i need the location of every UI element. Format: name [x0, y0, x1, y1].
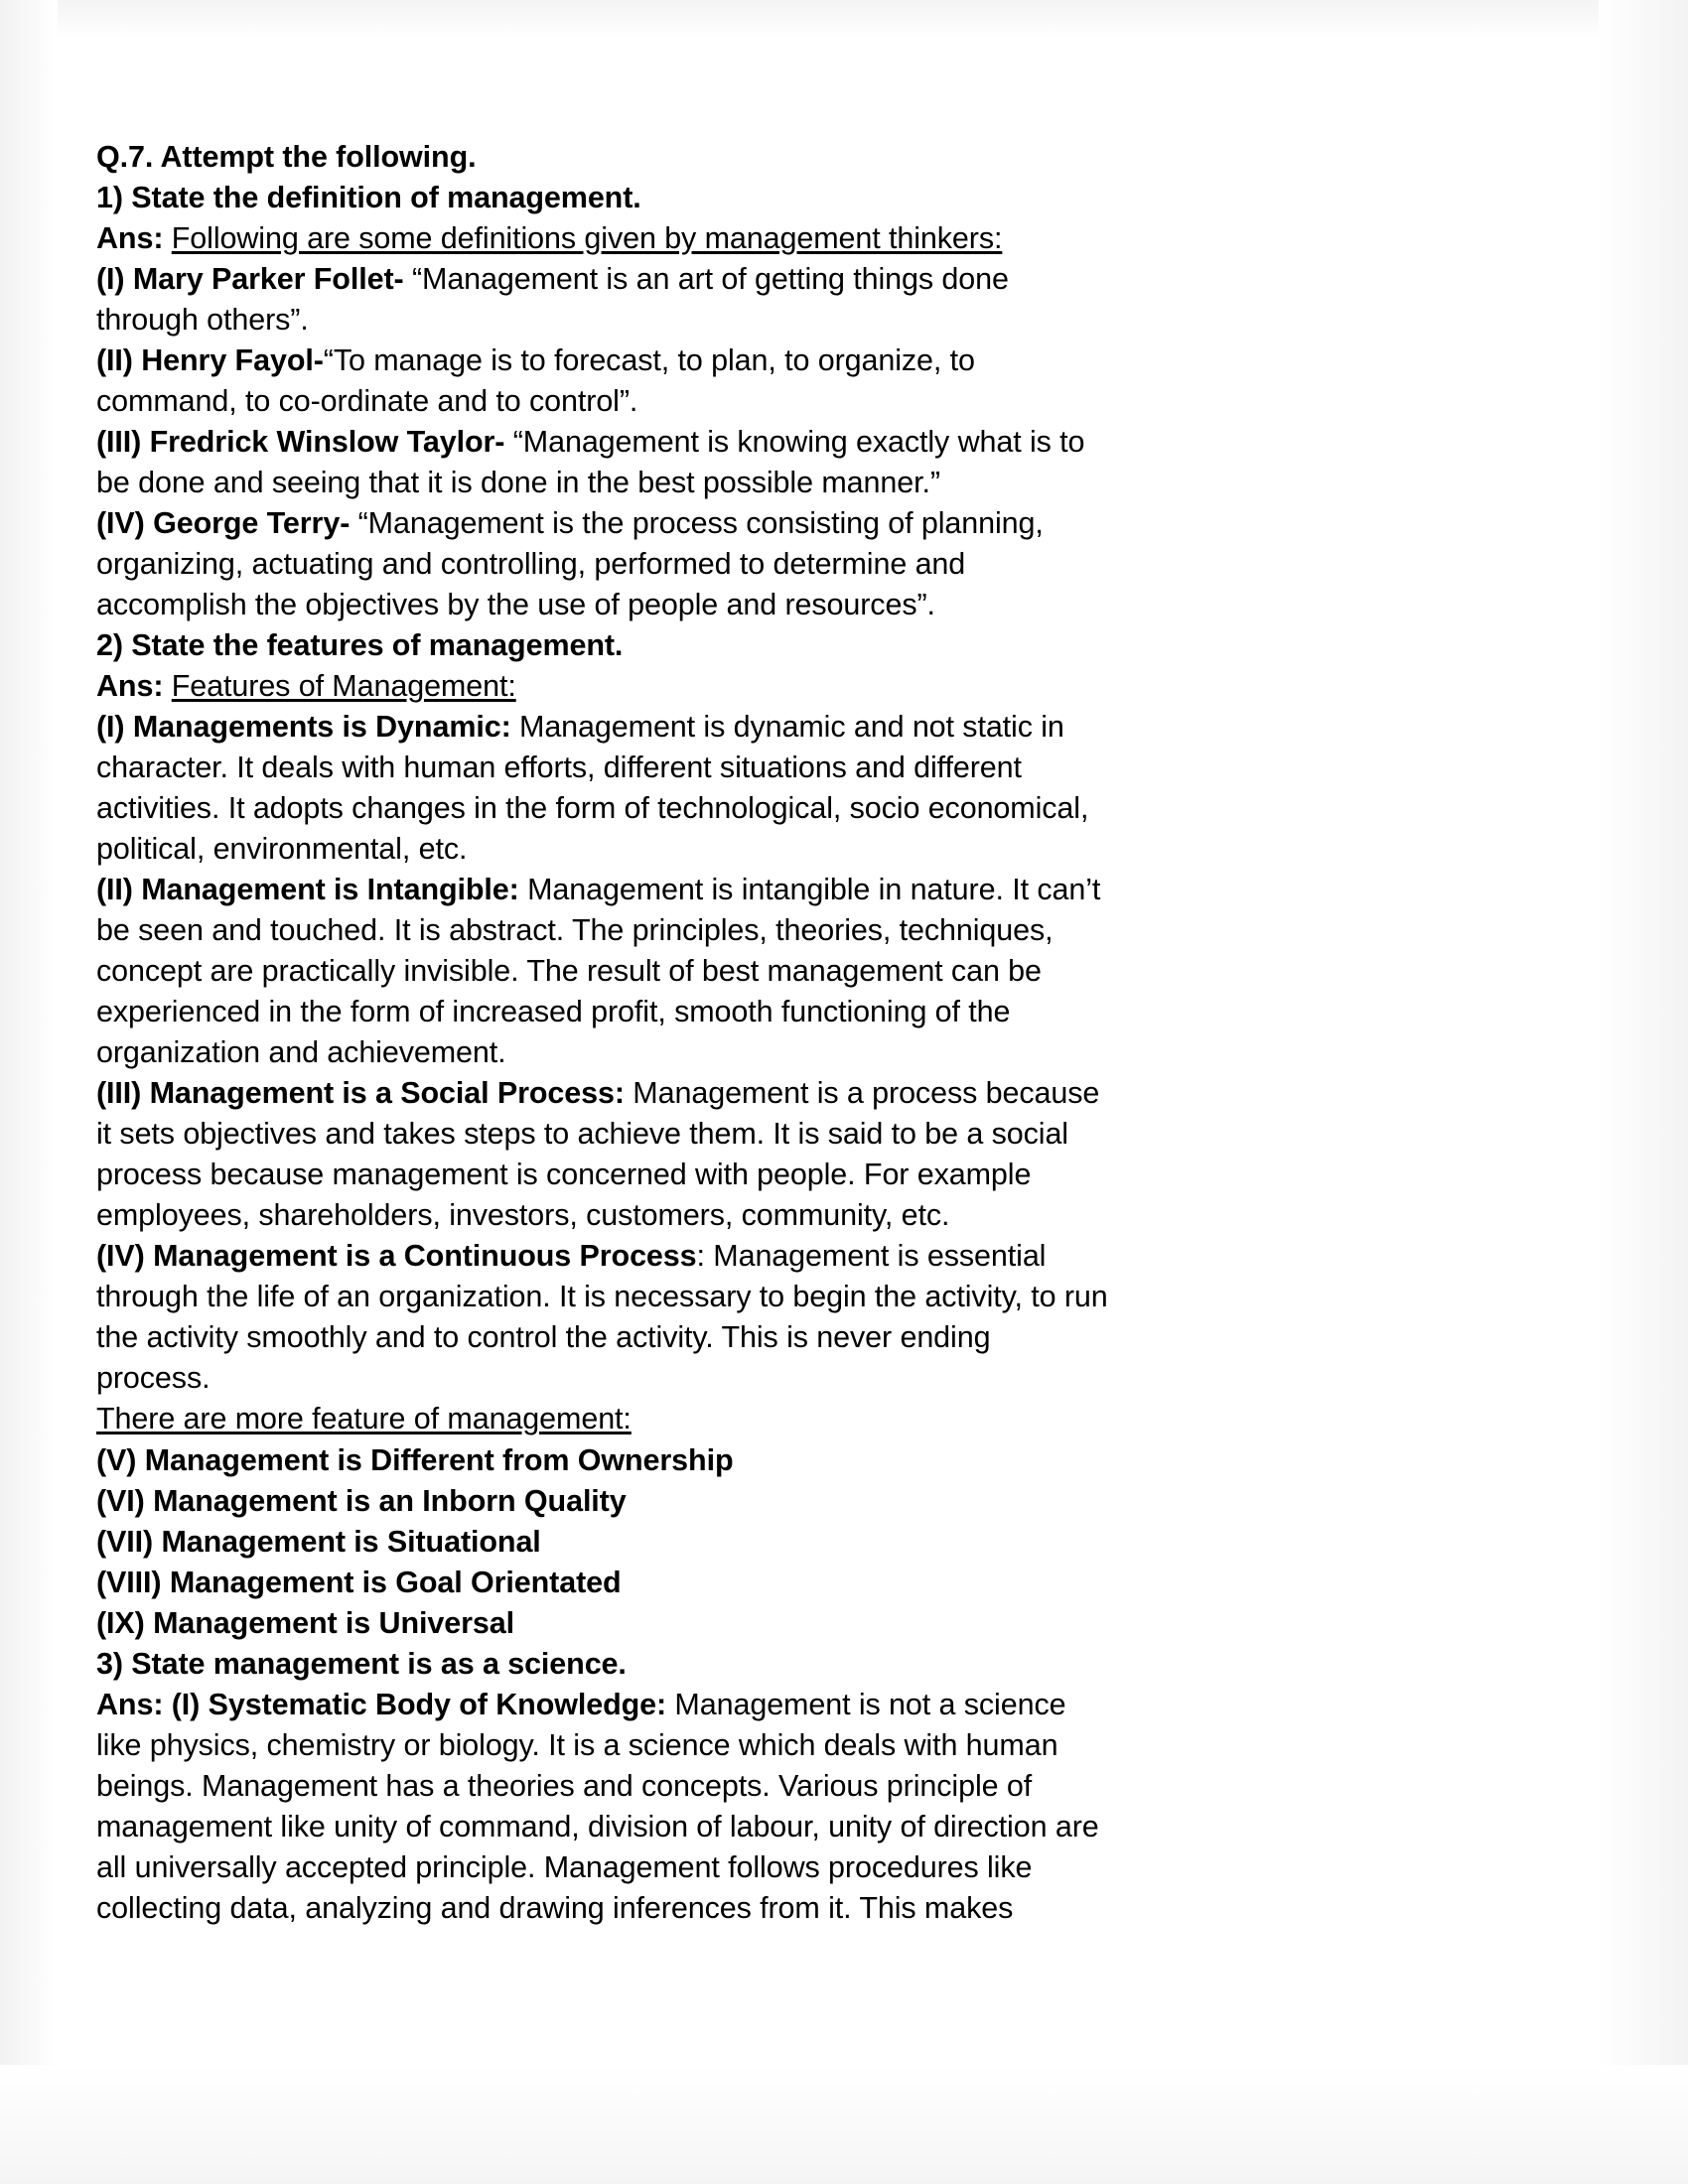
feature-lead: (IV) Management is a Continuous Process [96, 1239, 697, 1274]
definition-fredrick-winslow-taylor [96, 422, 1109, 503]
feature-body: Management is a process because it sets objectives and takes steps to achieve them. It is said to be a social process because management is concerned with people. For example employees, shareholders, investors, customers, community, etc. [96, 1076, 1100, 1233]
sub-question-2: 2) State the features of management. [96, 628, 624, 663]
feature-management-situational: (VII) Management is Situational [96, 1524, 541, 1559]
definition-george-terry [96, 503, 1109, 625]
answer-3-systematic-body-of-knowledge [96, 1685, 1109, 1929]
answer-1-intro [96, 218, 1109, 259]
definition-henry-fayol [96, 341, 1109, 422]
definition-author-lead: (II) Henry Fayol- [96, 343, 324, 378]
answer-2-underlined-text: Features of Management: [171, 669, 516, 704]
document-text-body [96, 137, 1109, 1929]
feature-management-goal-orientated: (VIII) Management is Goal Orientated [96, 1565, 622, 1599]
definition-author-lead: (IV) George Terry- [96, 506, 351, 541]
definition-author-lead: (III) Fredrick Winslow Taylor- [96, 425, 505, 460]
scan-edge-shading-top [0, 0, 1688, 40]
sub-question-3: 3) State management is as a science. [96, 1646, 627, 1681]
feature-management-is-dynamic [96, 707, 1109, 870]
feature-lead: (II) Management is Intangible: [96, 873, 519, 907]
more-features-subheading: There are more feature of management: [96, 1402, 632, 1436]
definition-author-lead: (I) Mary Parker Follet- [96, 262, 404, 297]
feature-lead: (I) Managements is Dynamic: [96, 710, 511, 745]
feature-management-is-intangible [96, 870, 1109, 1073]
answer-label: Ans: [96, 669, 164, 704]
feature-body: : Management is essential through the life of an organization. It is necessary to begin the activity, to run the activity smoothly and to control the activity. This is never ending process. [96, 1239, 1108, 1396]
feature-management-inborn-quality: (VI) Management is an Inborn Quality [96, 1483, 627, 1518]
feature-management-different-from-ownership: (V) Management is Different from Ownership [96, 1442, 734, 1477]
question-heading: Q.7. Attempt the following. [96, 140, 477, 174]
scan-edge-shading-left [0, 0, 58, 2184]
feature-lead: (III) Management is a Social Process: [96, 1076, 625, 1111]
definition-quote-text: “Management is the process consisting of planning, organizing, actuating and controlling, performed to determine and accomplish the objectives by the use of people and resources”. [96, 506, 1044, 622]
feature-management-is-a-continuous-process [96, 1236, 1109, 1399]
feature-body: Management is intangible in nature. It can’t be seen and touched. It is abstract. The principles, theories, techniques, concept are practically invisible. The result of best management can be experienced in the form of increased profit, smooth functioning of the organization and achievement. [96, 873, 1101, 1070]
feature-body: Management is dynamic and not static in character. It deals with human efforts, different situations and different activities. It adopts changes in the form of technological, socio economical, political, environmental, etc. [96, 710, 1089, 867]
feature-management-universal: (IX) Management is Universal [96, 1605, 514, 1640]
scan-edge-shading-bottom [0, 2065, 1688, 2184]
definition-quote-text: “Management is knowing exactly what is to be done and seeing that it is done in the best possible manner.” [96, 425, 1085, 500]
answer-1-underlined-text: Following are some definitions given by management thinkers: [171, 221, 1003, 256]
definition-mary-parker-follet [96, 259, 1109, 341]
sub-question-1: 1) State the definition of management. [96, 181, 641, 215]
definition-quote-text: “Management is an art of getting things done through others”. [96, 262, 1009, 338]
feature-management-is-a-social-process [96, 1073, 1109, 1236]
scan-edge-shading-right [1599, 0, 1688, 2184]
answer-3-body: Management is not a science like physics, chemistry or biology. It is a science which deals with human beings. Management has a theories and concepts. Various principle of management like unity of command, division of labour, unity of direction are all universally accepted principle. Management follows procedures like collecting data, analyzing and drawing inferences from it. This makes [96, 1687, 1099, 1925]
answer-3-lead: Ans: (I) Systematic Body of Knowledge: [96, 1687, 667, 1721]
answer-label: Ans: [96, 221, 164, 256]
answer-2-intro [96, 666, 1109, 707]
definition-quote-text: “To manage is to forecast, to plan, to organize, to command, to co-ordinate and to control”. [96, 343, 975, 419]
